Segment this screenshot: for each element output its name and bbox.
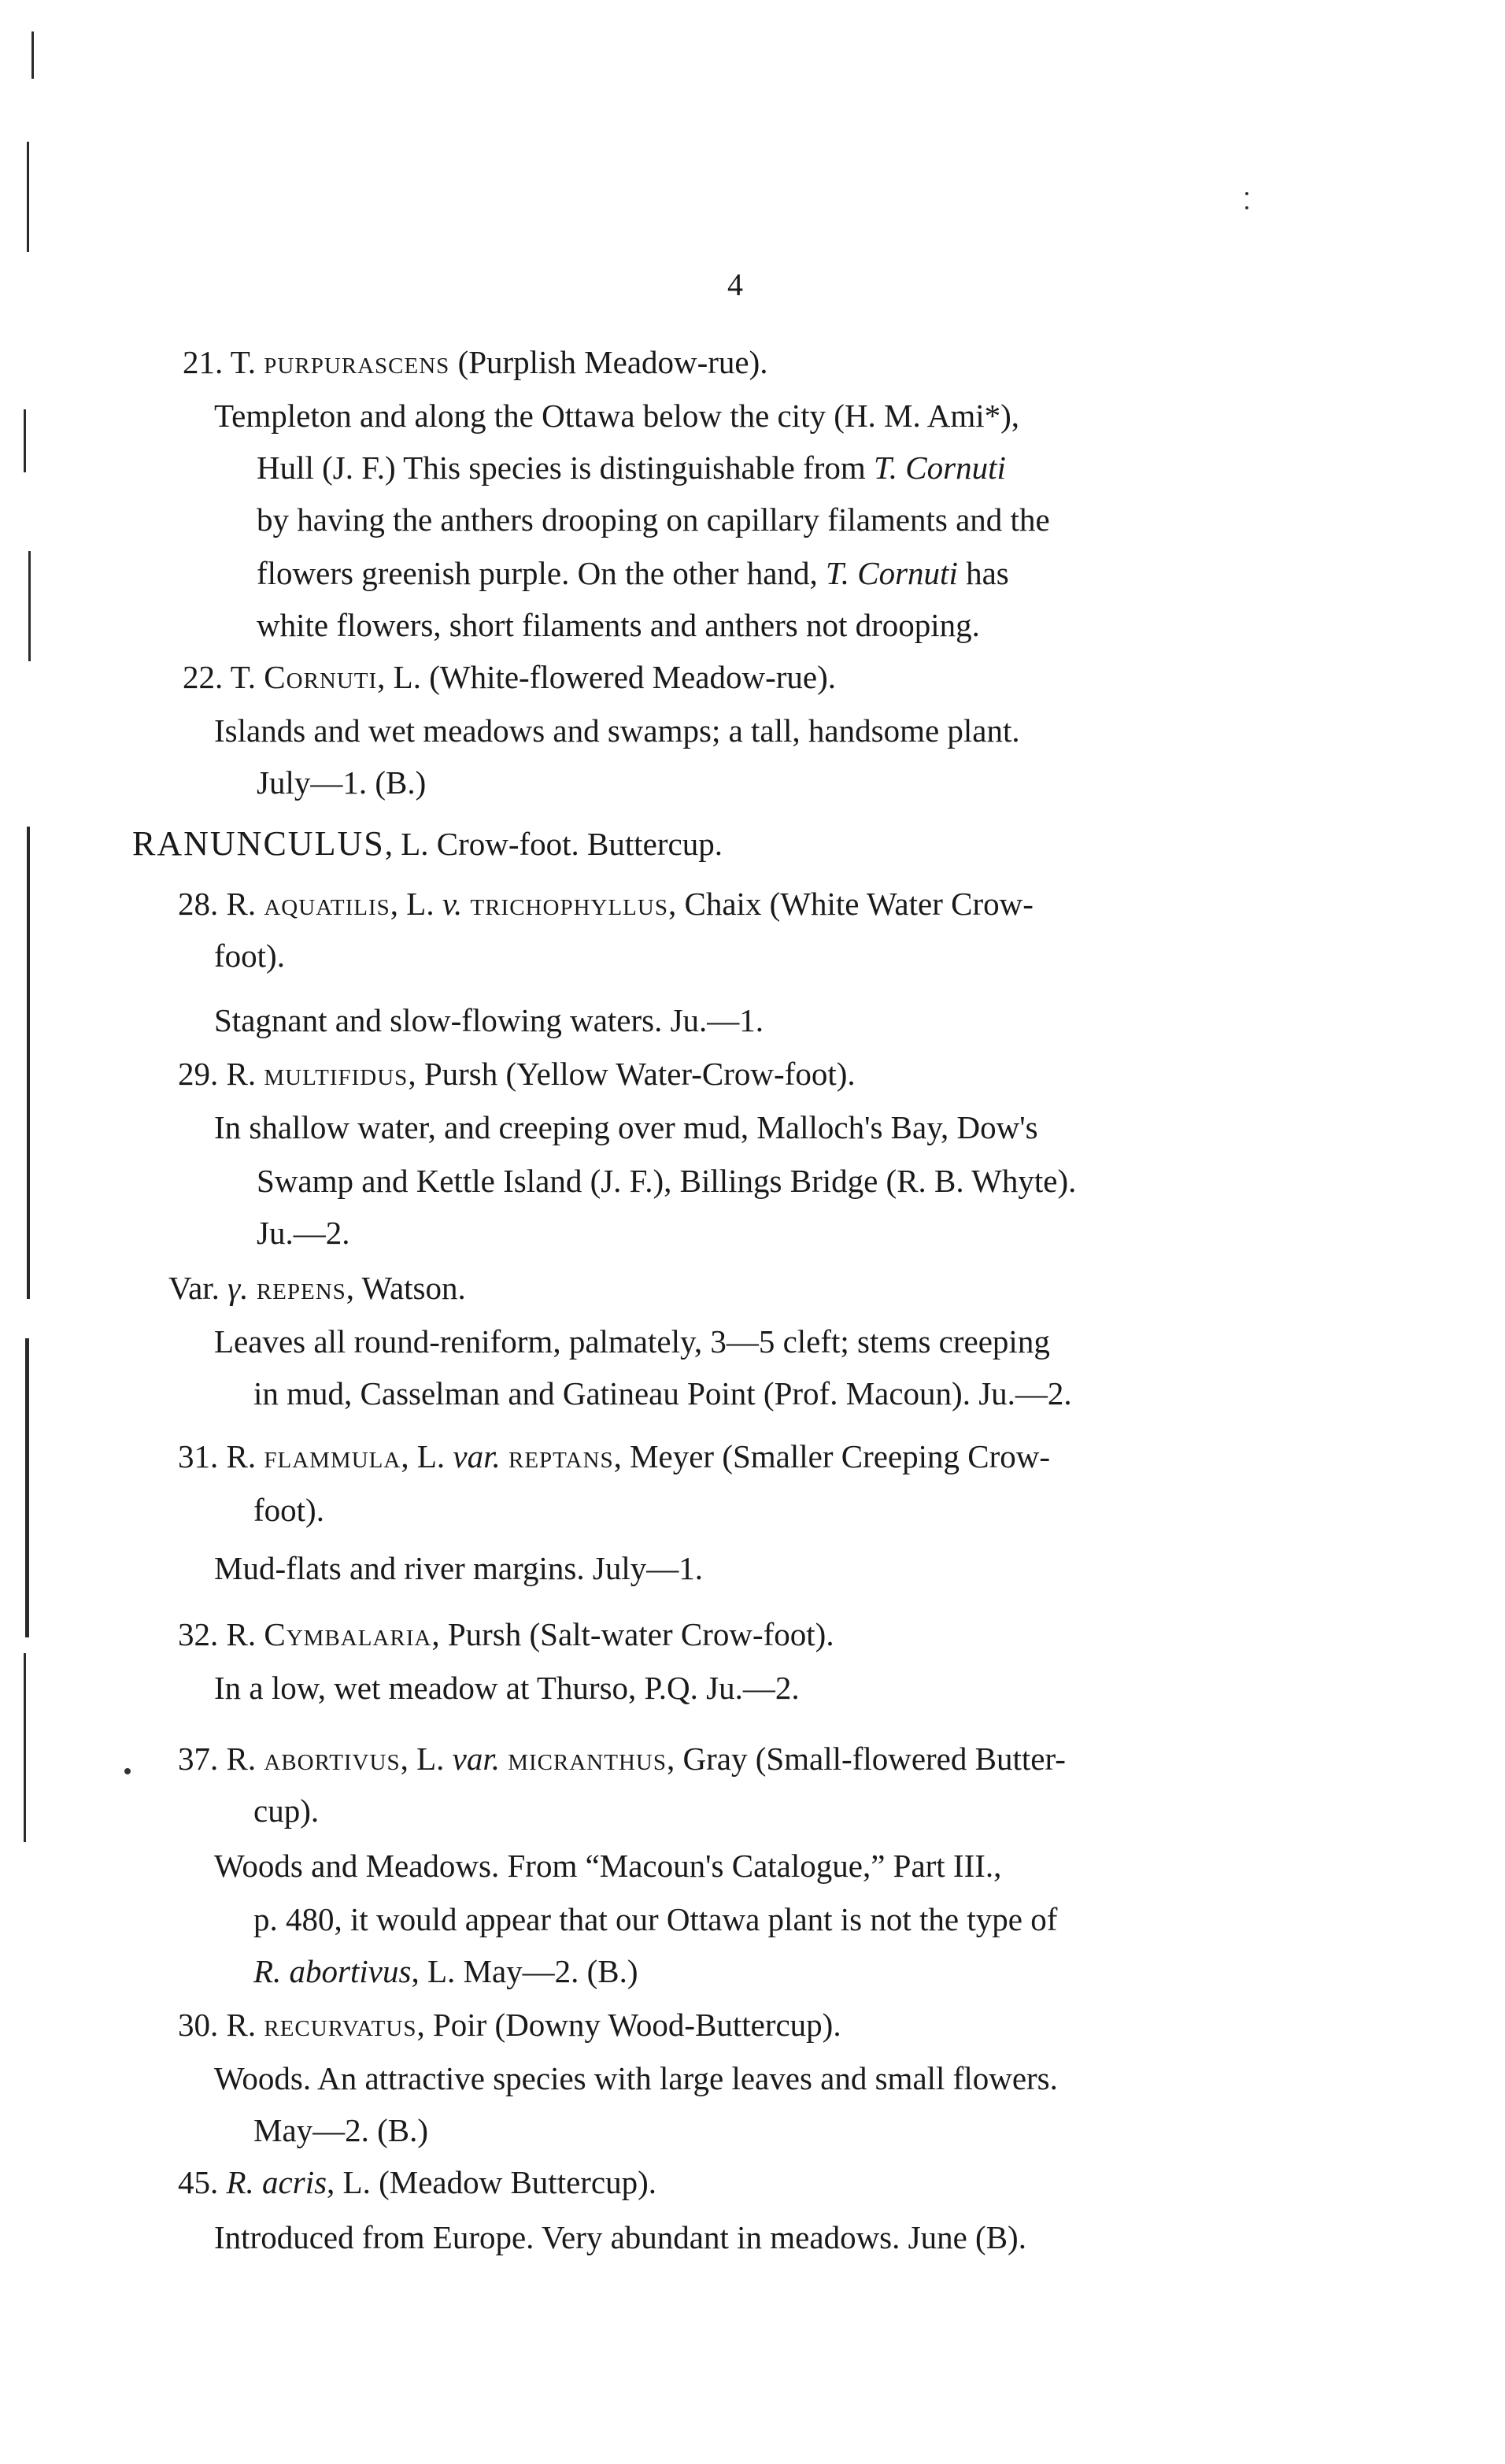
entry-heading: 37. R. abortivus, L. var. micranthus, Gray (Small-flowered Butter- [178, 1741, 1066, 1777]
entry-text: Introduced from Europe. Very abundant in meadows. June (B). [214, 2219, 1026, 2255]
genus-heading [132, 825, 723, 863]
entry-text: May—2. (B.) [253, 2112, 429, 2148]
genus-common-names: , L. Crow-foot. Buttercup. [384, 826, 723, 862]
page-number: 4 [727, 267, 743, 302]
entry-text: in mud, Casselman and Gatineau Point (Prof. Macoun). Ju.—2. [253, 1375, 1072, 1411]
binding-edge [28, 551, 31, 661]
entry-heading: Var. γ. repens, Watson. [168, 1270, 466, 1306]
entry-text: Mud-flats and river margins. July—1. [214, 1550, 703, 1586]
speck [1245, 192, 1248, 195]
speck [1245, 206, 1248, 209]
entry-text: cup). [253, 1793, 320, 1829]
binding-edge [25, 1338, 29, 1637]
entry-heading: 31. R. flammula, L. var. reptans, Meyer (Smaller Creeping Crow- [178, 1438, 1051, 1474]
entry-text: July—1. (B.) [257, 764, 427, 801]
entry-text: Woods. An attractive species with large leaves and small flowers. [214, 2060, 1058, 2096]
entry-heading [183, 658, 836, 696]
italic-name: T. Cornuti [874, 450, 1006, 486]
entry-text: Hull (J. F.) This species is distinguishable from T. Cornuti [257, 450, 1006, 486]
binding-edge [27, 142, 29, 252]
variety-name: trichophyllus [470, 886, 668, 922]
binding-edge [24, 409, 26, 472]
variety-name: micranthus [508, 1741, 667, 1777]
genus-abbrev: T. [230, 659, 257, 695]
italic-name: T. Cornuti [826, 555, 958, 591]
entry-number: 21. [183, 344, 224, 380]
entry-text: Islands and wet meadows and swamps; a tall, handsome plant. [214, 712, 1020, 749]
italic-name: R. abortivus [253, 1953, 412, 1989]
entry-heading: 30. R. recurvatus, Poir (Downy Wood-Buttercup). [178, 2007, 841, 2043]
entry-text: white flowers, short filaments and anthers not drooping. [257, 607, 980, 643]
binding-edge [27, 827, 30, 1299]
entry-heading: 32. R. Cymbalaria, Pursh (Salt-water Crow-foot). [178, 1616, 834, 1652]
variety-name: repens [256, 1270, 346, 1306]
entry-text: Woods and Meadows. From “Macoun's Catalogue,” Part III., [214, 1848, 1002, 1884]
species-name: Cymbalaria [264, 1616, 432, 1652]
species-name: abortivus [264, 1741, 401, 1777]
common-name: , L. (White-flowered Meadow-rue). [377, 659, 837, 695]
entry-text: Templeton and along the Ottawa below the city (H. M. Ami*), [214, 398, 1020, 434]
species-name: purpurascens [264, 344, 450, 380]
variety-name: reptans [508, 1438, 614, 1474]
entry-text: In shallow water, and creeping over mud, Malloch's Bay, Dow's [214, 1109, 1038, 1145]
entry-text: foot). [214, 938, 285, 974]
entry-heading: 28. R. aquatilis, L. v. trichophyllus, Chaix (White Water Crow- [178, 886, 1034, 922]
species-name: Cornuti [264, 659, 378, 695]
entry-number: 22. [183, 659, 224, 695]
entry-text: flowers greenish purple. On the other hand, T. Cornuti has [257, 555, 1009, 591]
species-name: aquatilis [264, 886, 390, 922]
entry-text: Ju.—2. [257, 1215, 350, 1251]
entry-heading: 29. R. multifidus, Pursh (Yellow Water-Crow-foot). [178, 1056, 856, 1092]
binding-edge [24, 1653, 26, 1842]
common-name: (Purplish Meadow-rue). [457, 344, 768, 380]
entry-text: by having the anthers drooping on capillary filaments and the [257, 501, 1050, 538]
entry-text: Leaves all round-reniform, palmately, 3—5 cleft; stems creeping [214, 1323, 1050, 1360]
entry-text: Stagnant and slow-flowing waters. Ju.—1. [214, 1002, 764, 1038]
entry-text: p. 480, it would appear that our Ottawa plant is not the type of [253, 1901, 1058, 1937]
speck [124, 1768, 131, 1774]
species-name: recurvatus [264, 2007, 417, 2043]
genus-abbrev: T. [230, 344, 257, 380]
entry-heading: 45. R. acris, L. (Meadow Buttercup). [178, 2164, 657, 2200]
entry-heading [183, 343, 768, 381]
genus-name: RANUNCULUS [132, 824, 385, 863]
binding-edge [31, 31, 34, 79]
entry-text: foot). [253, 1492, 324, 1528]
species-name: flammula [264, 1438, 401, 1474]
species-name: multifidus [264, 1056, 409, 1092]
entry-text: In a low, wet meadow at Thurso, P.Q. Ju.—2. [214, 1670, 800, 1706]
entry-text: R. abortivus, L. May—2. (B.) [253, 1953, 638, 1989]
entry-text: Swamp and Kettle Island (J. F.), Billings Bridge (R. B. Whyte). [257, 1163, 1077, 1199]
